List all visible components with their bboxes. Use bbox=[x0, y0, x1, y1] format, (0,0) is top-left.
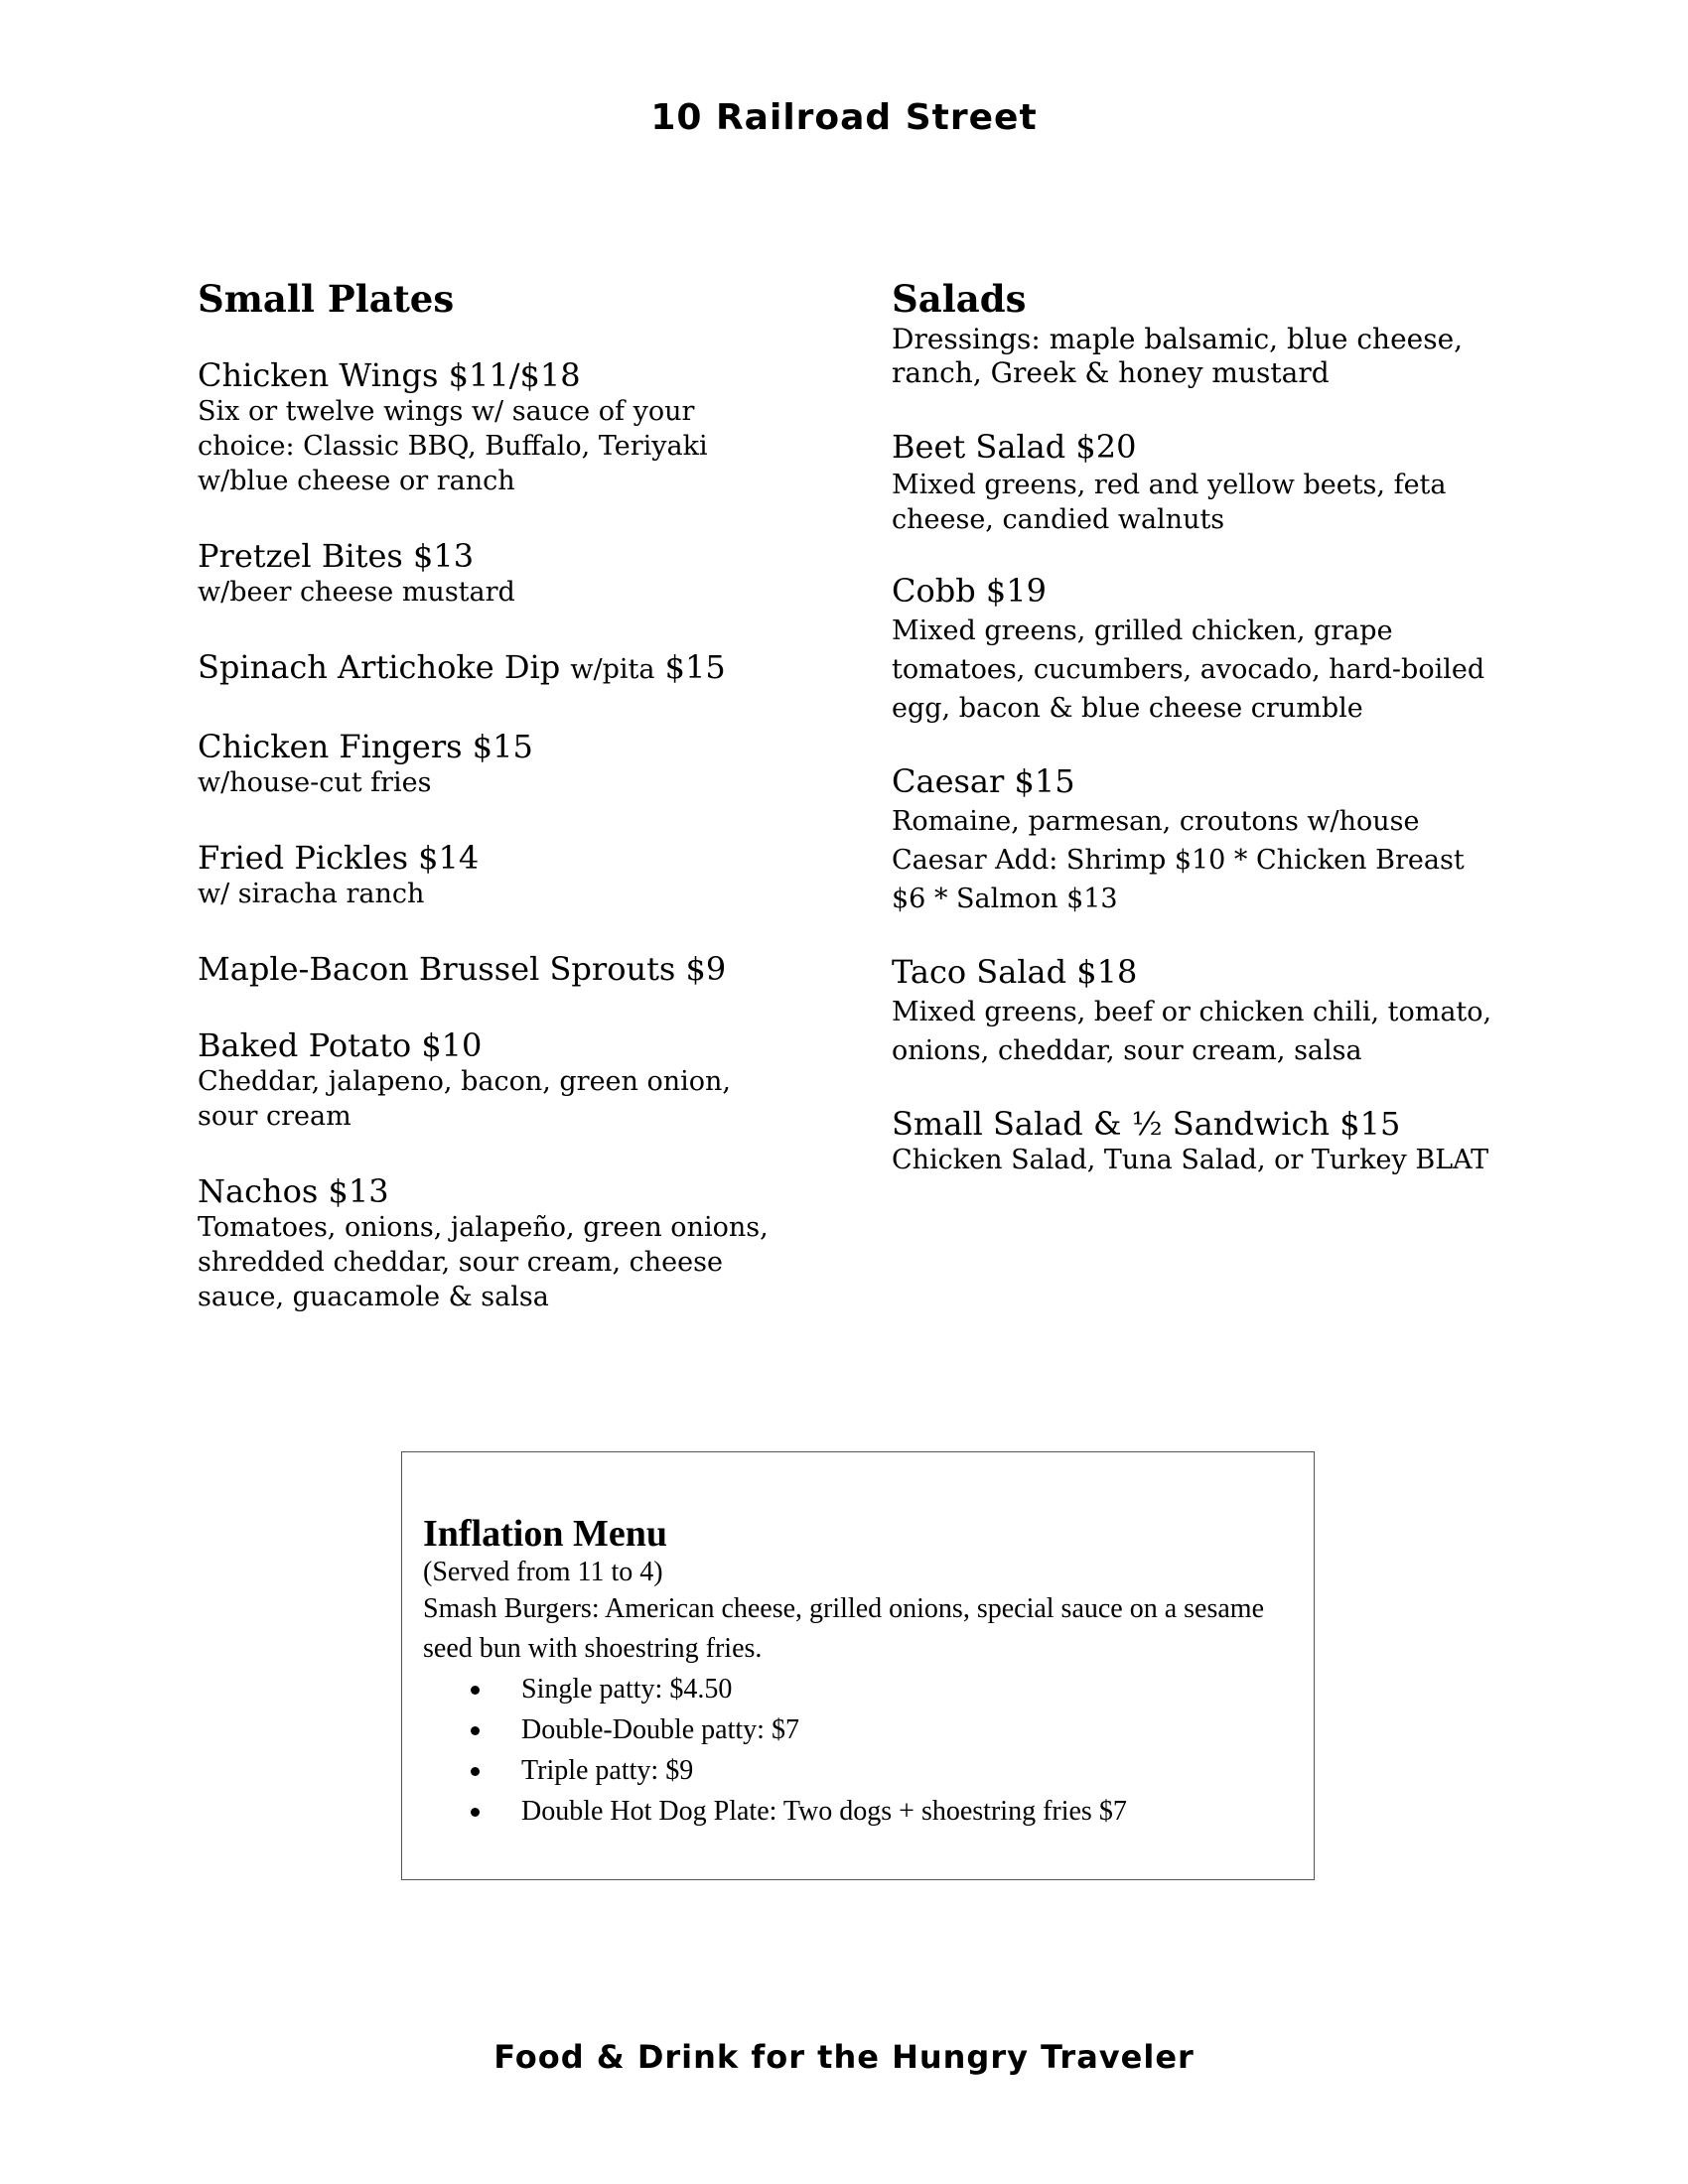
menu-item-name: Cobb $19 bbox=[892, 571, 1047, 610]
menu-item-pretzel-bites bbox=[198, 537, 793, 610]
menu-item-description: Mixed greens, grilled chicken, grape tomatoes, cucumbers, avocado, hard-boiled egg, bacon & blue cheese crumble bbox=[892, 614, 1485, 724]
bullet-icon bbox=[471, 1686, 480, 1695]
menu-item-chicken-wings bbox=[198, 356, 793, 498]
menu-item-chicken-fingers bbox=[198, 728, 793, 800]
list-item-text: Double-Double patty: $7 bbox=[521, 1714, 799, 1745]
inflation-menu-description: Smash Burgers: American cheese, grilled onions, special sauce on a sesame seed bun with shoestring fries. bbox=[423, 1593, 1265, 1664]
inflation-menu-list bbox=[423, 1669, 1297, 1832]
menu-item-brussel-sprouts bbox=[198, 950, 793, 988]
menu-item-description: Six or twelve wings w/ sauce of your choice: Classic BBQ, Buffalo, Teriyaki w/blue cheese or ranch bbox=[198, 395, 708, 496]
menu-item-name: Chicken Fingers $15 bbox=[198, 727, 533, 765]
menu-item-name: Taco Salad $18 bbox=[892, 952, 1138, 991]
list-item bbox=[423, 1709, 1297, 1750]
list-item-text: Single patty: $4.50 bbox=[521, 1674, 733, 1705]
menu-item-caesar bbox=[892, 762, 1497, 918]
menu-item-baked-potato bbox=[198, 1026, 793, 1134]
menu-item-name: Fried Pickles $14 bbox=[198, 838, 480, 877]
menu-item-description: w/beer cheese mustard bbox=[198, 576, 515, 608]
menu-item-nachos bbox=[198, 1172, 793, 1314]
inflation-menu-heading: Inflation Menu bbox=[423, 1513, 667, 1555]
small-plates-section bbox=[198, 278, 793, 1353]
salads-heading: Salads bbox=[892, 277, 1027, 321]
menu-item-name-text: Spinach Artichoke Dip bbox=[198, 647, 561, 686]
page-title: 10 Railroad Street bbox=[650, 97, 1038, 138]
list-item bbox=[423, 1791, 1297, 1832]
menu-item-name bbox=[198, 648, 793, 689]
salads-list bbox=[892, 428, 1497, 1177]
small-plates-list bbox=[198, 356, 793, 1314]
menu-item-description: Chicken Salad, Tuna Salad, or Turkey BLAT bbox=[892, 1144, 1489, 1175]
menu-item-description: w/ siracha ranch bbox=[198, 878, 425, 909]
list-item-text: Double Hot Dog Plate: Two dogs + shoestring fries $7 bbox=[521, 1796, 1127, 1827]
bullet-icon bbox=[471, 1726, 480, 1735]
inflation-menu-box bbox=[401, 1451, 1315, 1880]
menu-item-inline-note: w/pita bbox=[570, 653, 655, 685]
bullet-icon bbox=[471, 1767, 480, 1776]
list-item bbox=[423, 1669, 1297, 1709]
list-item bbox=[423, 1750, 1297, 1791]
menu-item-description: w/house-cut fries bbox=[198, 766, 432, 798]
list-item-text: Triple patty: $9 bbox=[521, 1755, 694, 1786]
menu-item-name: Caesar $15 bbox=[892, 761, 1075, 800]
menu-item-fried-pickles bbox=[198, 839, 793, 911]
menu-item-description: Tomatoes, onions, jalapeño, green onions, shredded cheddar, sour cream, cheese sauce, guacamole & salsa bbox=[198, 1211, 769, 1312]
bullet-icon bbox=[471, 1808, 480, 1817]
menu-item-description: Romaine, parmesan, croutons w/house Caesar Add: Shrimp $10 * Chicken Breast $6 * Salmon $13 bbox=[892, 805, 1465, 914]
salads-section bbox=[892, 278, 1497, 1212]
menu-item-description: Mixed greens, red and yellow beets, feta cheese, candied walnuts bbox=[892, 469, 1447, 535]
menu-item-price: $15 bbox=[664, 647, 726, 686]
menu-item-name: Chicken Wings $11/$18 bbox=[198, 355, 581, 394]
menu-item-name: Small Salad & ½ Sandwich $15 bbox=[892, 1104, 1401, 1143]
footer-tagline: Food & Drink for the Hungry Traveler bbox=[493, 2038, 1195, 2076]
menu-item-name: Beet Salad $20 bbox=[892, 427, 1137, 466]
menu-item-taco-salad bbox=[892, 953, 1497, 1070]
salad-dressings-note: Dressings: maple balsamic, blue cheese, ranch, Greek & honey mustard bbox=[892, 322, 1464, 389]
menu-item-small-salad-half-sandwich bbox=[892, 1105, 1497, 1177]
menu-item-beet-salad bbox=[892, 428, 1497, 537]
menu-item-name: Maple-Bacon Brussel Sprouts $9 bbox=[198, 949, 727, 988]
inflation-menu-content bbox=[423, 1512, 1297, 1832]
inflation-menu-hours: (Served from 11 to 4) bbox=[423, 1557, 663, 1587]
menu-item-name: Pretzel Bites $13 bbox=[198, 536, 475, 575]
small-plates-heading: Small Plates bbox=[198, 277, 455, 321]
menu-item-spinach-artichoke-dip bbox=[198, 648, 793, 689]
menu-item-name: Nachos $13 bbox=[198, 1171, 389, 1210]
menu-item-description: Mixed greens, beef or chicken chili, tomato, onions, cheddar, sour cream, salsa bbox=[892, 996, 1492, 1066]
menu-item-description: Cheddar, jalapeno, bacon, green onion, sour cream bbox=[198, 1065, 732, 1132]
menu-item-cobb bbox=[892, 572, 1497, 728]
menu-item-name: Baked Potato $10 bbox=[198, 1025, 483, 1064]
